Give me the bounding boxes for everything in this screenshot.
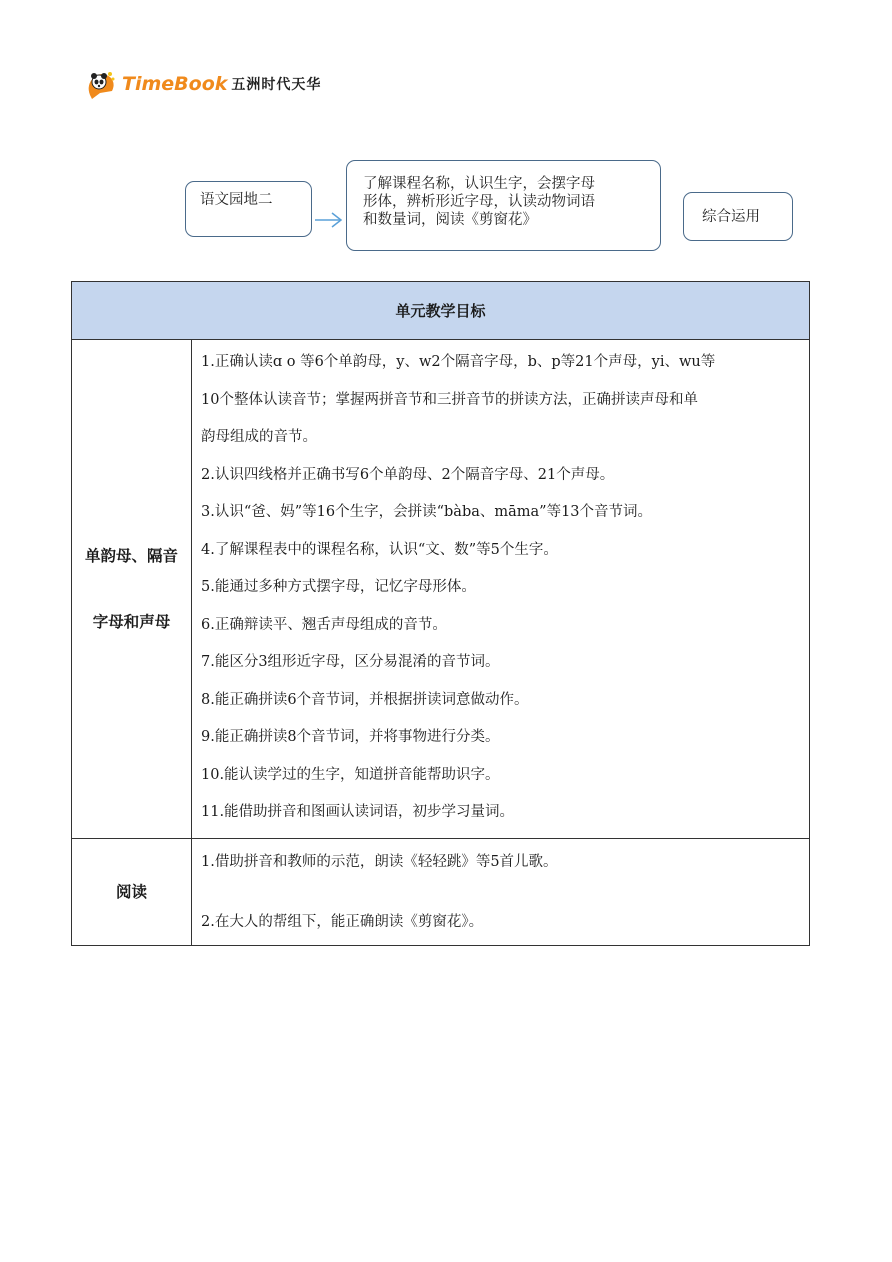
goal-item: 韵母组成的音节。 xyxy=(201,429,317,445)
flow-box-unit xyxy=(185,181,312,237)
goal-item: 4.了解课程表中的课程名称，认识“文、数”等5个生字。 xyxy=(201,541,558,558)
goal-item: 9.能正确拼读8个音节词，并将事物进行分类。 xyxy=(201,729,500,745)
section-content-reading xyxy=(192,838,810,945)
flow-box-content-line: 和数量词，阅读《剪窗花》 xyxy=(363,212,537,228)
table-row xyxy=(72,340,810,839)
section-content-phonics xyxy=(192,340,810,839)
table-title: 单元教学目标 xyxy=(72,282,810,340)
goal-item: 10个整体认读音节；掌握两拼音节和三拼音节的拼读方法，正确拼读声母和单 xyxy=(201,391,698,408)
goal-item: 8.能正确拼读6个音节词，并根据拼读词意做动作。 xyxy=(201,691,529,708)
goal-item: 2.认识四线格并正确书写6个单韵母、2个隔音字母、21个声母。 xyxy=(201,466,615,483)
table-header-row xyxy=(72,282,810,340)
section-label-phonics xyxy=(72,340,192,839)
goal-item: 11.能借助拼音和图画认读词语，初步学习量词。 xyxy=(201,804,515,820)
flow-box-content-line: 形体，辨析形近字母，认读动物词语 xyxy=(363,194,595,210)
goal-item: 1.借助拼音和教师的示范，朗读《轻轻跳》等5首儿歌。 xyxy=(201,853,558,870)
brand-chinese: 五洲时代天华 xyxy=(231,77,322,93)
goal-item: 2.在大人的帮组下，能正确朗读《剪窗花》。 xyxy=(201,913,484,930)
flow-box-application xyxy=(683,192,793,241)
goal-item: 5.能通过多种方式摆字母，记忆字母形体。 xyxy=(201,579,476,595)
section-label-reading: 阅读 xyxy=(72,838,192,945)
section-label-line: 字母和声母 xyxy=(92,612,171,631)
section-label-line: 单韵母、隔音 xyxy=(84,546,178,565)
goal-item: 10.能认读学过的生字，知道拼音能帮助识字。 xyxy=(201,766,500,783)
unit-goals-table xyxy=(71,281,810,946)
flow-box-content-line: 了解课程名称，认识生字，会摆字母 xyxy=(363,176,595,192)
flow-box-application-label: 综合运用 xyxy=(702,209,760,225)
panda-mascot-icon xyxy=(84,67,118,101)
flow-box-content xyxy=(346,160,661,251)
goal-item: 3.认识“爸、妈”等16个生字，会拼读“bàba、māma”等13个音节词。 xyxy=(201,504,653,520)
flow-box-unit-label: 语文园地二 xyxy=(200,192,273,208)
goal-item: 7.能区分3组形近字母，区分易混淆的音节词。 xyxy=(201,654,500,670)
goal-item: 6.正确辩读平、翘舌声母组成的音节。 xyxy=(201,616,447,633)
brand-latin: TimeBook xyxy=(122,73,228,95)
arrow-right-icon xyxy=(314,210,344,230)
table-row xyxy=(72,838,810,945)
brand-logo xyxy=(84,66,321,102)
goal-item: 1.正确认读ɑ o 等6个单韵母，y、w2个隔音字母，b、p等21个声母，yi、wu等 xyxy=(201,354,716,370)
